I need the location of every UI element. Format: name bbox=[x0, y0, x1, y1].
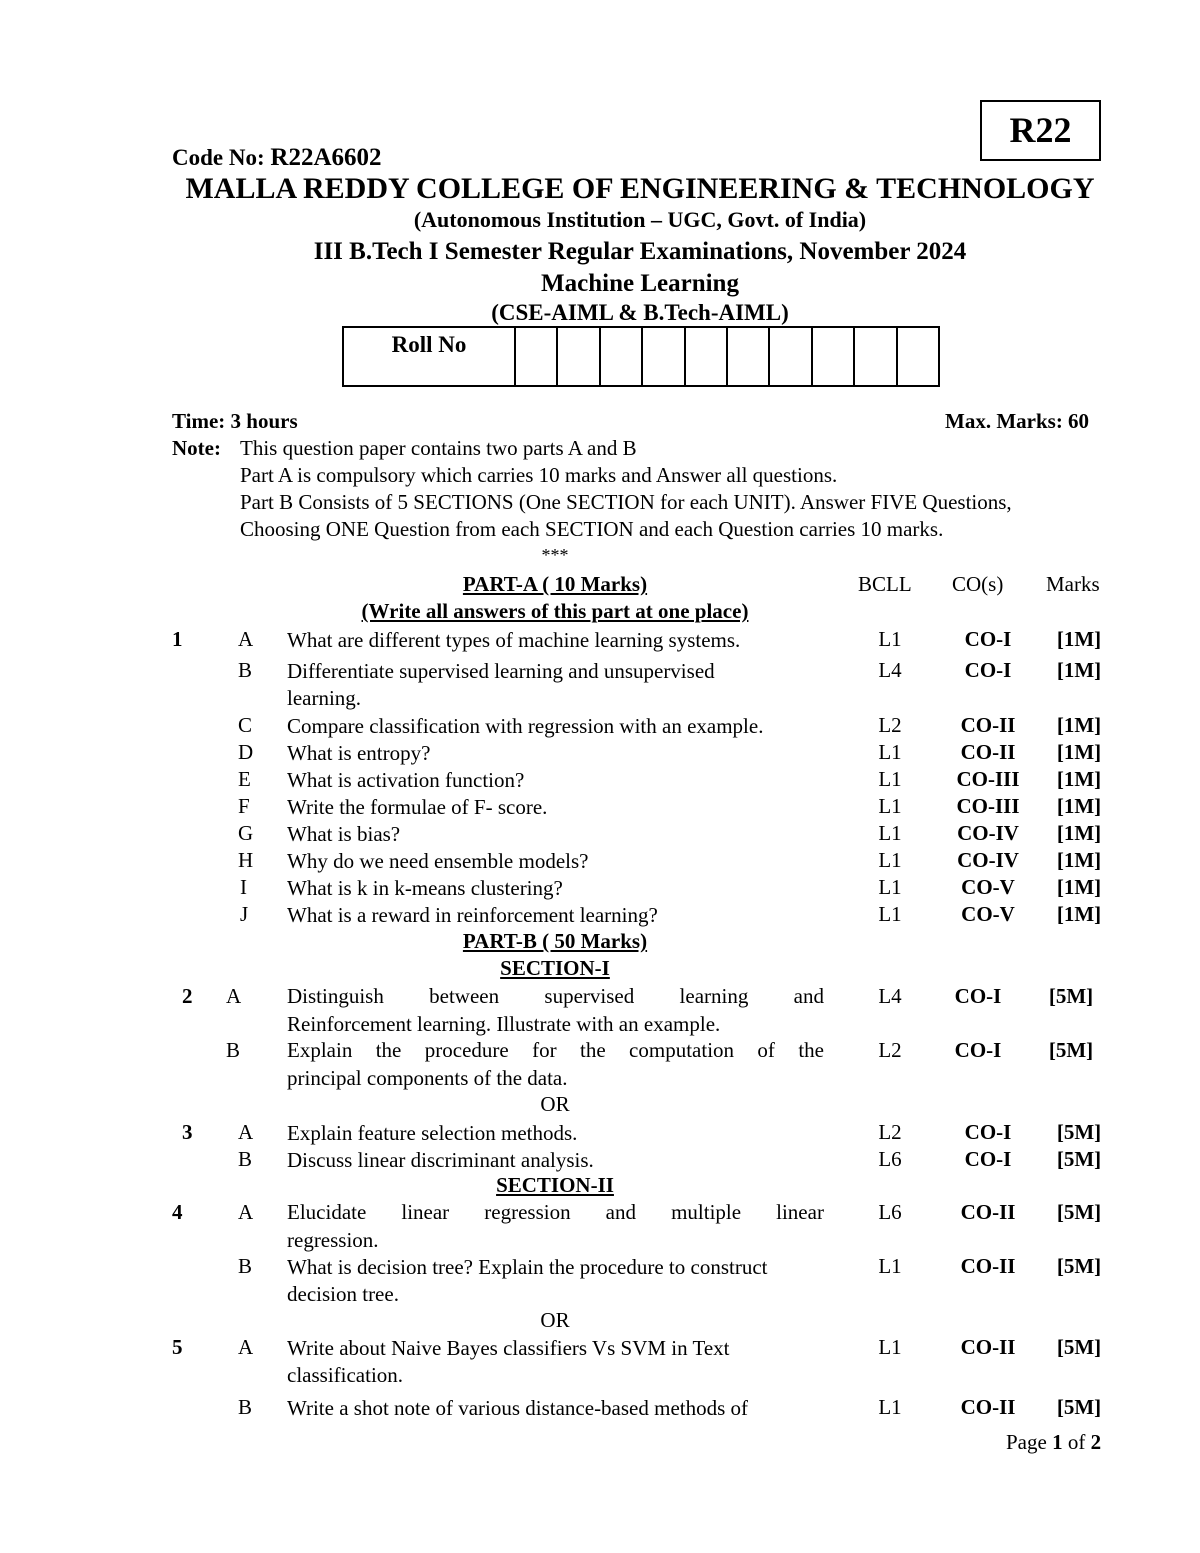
question-letter: I bbox=[240, 875, 247, 899]
page-total: 2 bbox=[1090, 1430, 1102, 1454]
question-text-cont: Reinforcement learning. Illustrate with an example. bbox=[287, 1012, 721, 1036]
question-text: Explain feature selection methods. bbox=[287, 1121, 578, 1145]
question-text: What is activation function? bbox=[287, 768, 525, 792]
marks: [5M] bbox=[1056, 1254, 1102, 1278]
roll-cell[interactable] bbox=[686, 328, 728, 385]
marks: [5M] bbox=[1048, 1038, 1094, 1062]
note-line: Part B Consists of 5 SECTIONS (One SECTION for each UNIT). Answer FIVE Questions, bbox=[240, 490, 1012, 514]
course-outcome: CO-II bbox=[960, 1254, 1016, 1278]
question-letter: B bbox=[238, 1395, 253, 1419]
roll-cell[interactable] bbox=[728, 328, 770, 385]
roll-cell[interactable] bbox=[813, 328, 855, 385]
word: computation bbox=[629, 1038, 735, 1062]
word: procedure bbox=[424, 1038, 509, 1062]
roll-label: Roll No bbox=[344, 328, 516, 385]
marks: [5M] bbox=[1056, 1147, 1102, 1171]
question-text-cont: principal components of the data. bbox=[287, 1066, 568, 1090]
marks: [5M] bbox=[1056, 1395, 1102, 1419]
question-text-cont: learning. bbox=[287, 686, 362, 710]
bcll-level: L1 bbox=[878, 1395, 902, 1419]
course-outcome: CO-I bbox=[964, 1120, 1012, 1144]
course-outcome: CO-II bbox=[960, 740, 1016, 764]
word: Explain bbox=[287, 1038, 353, 1062]
regulation-box: R22 bbox=[980, 100, 1101, 161]
question-number: 3 bbox=[182, 1120, 193, 1144]
question-number: 2 bbox=[182, 984, 193, 1008]
marks: [5M] bbox=[1056, 1120, 1102, 1144]
bcll-level: L2 bbox=[878, 1120, 902, 1144]
question-text: Discuss linear discriminant analysis. bbox=[287, 1148, 594, 1172]
word: the bbox=[375, 1038, 402, 1062]
bcll-level: L1 bbox=[878, 627, 902, 651]
roll-cell[interactable] bbox=[516, 328, 558, 385]
word: linear bbox=[401, 1200, 450, 1224]
word: and bbox=[793, 984, 824, 1008]
bcll-level: L2 bbox=[878, 713, 902, 737]
bcll-level: L4 bbox=[878, 984, 902, 1008]
course-outcome: CO-II bbox=[960, 1335, 1016, 1359]
question-text: What are different types of machine learning systems. bbox=[287, 628, 741, 652]
roll-number-box[interactable] bbox=[342, 326, 940, 387]
question-number: 5 bbox=[172, 1335, 183, 1359]
marks: [1M] bbox=[1056, 767, 1102, 791]
course-outcome: CO-I bbox=[964, 627, 1012, 651]
question-letter: A bbox=[238, 1120, 254, 1144]
question-text: What is a reward in reinforcement learning? bbox=[287, 903, 658, 927]
course-outcome: CO-I bbox=[964, 658, 1012, 682]
bcll-level: L1 bbox=[878, 740, 902, 764]
roll-cell[interactable] bbox=[855, 328, 897, 385]
marks: [5M] bbox=[1056, 1335, 1102, 1359]
marks: [1M] bbox=[1056, 875, 1102, 899]
word: for bbox=[532, 1038, 557, 1062]
question-number: 4 bbox=[172, 1200, 183, 1224]
marks: [1M] bbox=[1056, 713, 1102, 737]
word: learning bbox=[679, 984, 749, 1008]
or-separator: OR bbox=[540, 1308, 570, 1332]
course-outcome: CO-IV bbox=[957, 848, 1019, 872]
col-marks: Marks bbox=[1046, 572, 1100, 596]
question-text-cont: classification. bbox=[287, 1363, 404, 1387]
exam-title: III B.Tech I Semester Regular Examinations, November 2024 bbox=[313, 238, 967, 265]
roll-cell[interactable] bbox=[898, 328, 938, 385]
word: linear bbox=[776, 1200, 824, 1224]
autonomous-line: (Autonomous Institution – UGC, Govt. of India) bbox=[413, 207, 867, 232]
col-bcll: BCLL bbox=[858, 572, 912, 596]
word: Elucidate bbox=[287, 1200, 367, 1224]
bcll-level: L6 bbox=[878, 1147, 902, 1171]
question-letter: B bbox=[226, 1038, 241, 1062]
bcll-level: L1 bbox=[878, 821, 902, 845]
question-letter: A bbox=[238, 1200, 254, 1224]
bcll-level: L1 bbox=[878, 1335, 902, 1359]
separator-stars: *** bbox=[541, 545, 569, 565]
question-text: Differentiate supervised learning and unsupervised bbox=[287, 659, 715, 683]
note-label: Note: bbox=[172, 436, 221, 460]
note-line: Part A is compulsory which carries 10 marks and Answer all questions. bbox=[240, 463, 838, 487]
section-2-title: SECTION-II bbox=[496, 1173, 614, 1197]
roll-cell[interactable] bbox=[770, 328, 812, 385]
marks: [5M] bbox=[1056, 1200, 1102, 1224]
question-text: Compare classification with regression with an example. bbox=[287, 714, 764, 738]
question-text-cont: decision tree. bbox=[287, 1282, 399, 1306]
question-letter: A bbox=[238, 627, 254, 651]
part-a-title: PART-A ( 10 Marks) bbox=[462, 572, 648, 596]
question-text-cont: regression. bbox=[287, 1228, 379, 1252]
bcll-level: L1 bbox=[878, 848, 902, 872]
roll-cell[interactable] bbox=[558, 328, 600, 385]
part-a-subtitle: (Write all answers of this part at one place) bbox=[361, 599, 749, 623]
note-line: Choosing ONE Question from each SECTION and each Question carries 10 marks. bbox=[240, 517, 944, 541]
page-mid: of bbox=[1062, 1430, 1091, 1454]
course-outcome: CO-III bbox=[956, 767, 1020, 791]
question-letter: B bbox=[238, 1147, 253, 1171]
question-text bbox=[287, 1200, 824, 1225]
time-label: Time: 3 hours bbox=[172, 409, 298, 433]
course-outcome: CO-I bbox=[954, 984, 1002, 1008]
max-marks: Max. Marks: 60 bbox=[945, 409, 1090, 433]
question-text: Write a shot note of various distance-based methods of bbox=[287, 1396, 749, 1420]
course-outcome: CO-V bbox=[961, 902, 1015, 926]
question-letter: C bbox=[238, 713, 253, 737]
marks: [5M] bbox=[1048, 984, 1094, 1008]
code-value: R22A6602 bbox=[270, 144, 382, 171]
course-outcome: CO-I bbox=[954, 1038, 1002, 1062]
bcll-level: L1 bbox=[878, 767, 902, 791]
word: the bbox=[580, 1038, 606, 1062]
marks: [1M] bbox=[1056, 658, 1102, 682]
subject-title: Machine Learning bbox=[541, 270, 739, 297]
code-number bbox=[172, 144, 382, 172]
marks: [1M] bbox=[1056, 794, 1102, 818]
course-outcome: CO-V bbox=[961, 875, 1015, 899]
word: the bbox=[798, 1038, 824, 1062]
bcll-level: L1 bbox=[878, 902, 902, 926]
bcll-level: L1 bbox=[878, 875, 902, 899]
roll-cell[interactable] bbox=[643, 328, 685, 385]
bcll-level: L1 bbox=[878, 794, 902, 818]
marks: [1M] bbox=[1056, 848, 1102, 872]
page-number bbox=[1006, 1430, 1101, 1455]
question-letter: B bbox=[238, 658, 253, 682]
or-separator: OR bbox=[540, 1092, 570, 1116]
marks: [1M] bbox=[1056, 627, 1102, 651]
question-letter: A bbox=[226, 984, 242, 1008]
question-text: What is k in k-means clustering? bbox=[287, 876, 563, 900]
question-letter: E bbox=[238, 767, 251, 791]
word: and bbox=[605, 1200, 636, 1224]
question-letter: H bbox=[238, 848, 254, 872]
course-outcome: CO-I bbox=[964, 1147, 1012, 1171]
marks: [1M] bbox=[1056, 902, 1102, 926]
branch-title: (CSE-AIML & B.Tech-AIML) bbox=[491, 300, 789, 325]
question-letter: D bbox=[238, 740, 254, 764]
question-letter: A bbox=[238, 1335, 254, 1359]
bcll-level: L1 bbox=[878, 1254, 902, 1278]
question-text: Write about Naive Bayes classifiers Vs SVM in Text bbox=[287, 1336, 730, 1360]
word: between bbox=[429, 984, 500, 1008]
question-text: Why do we need ensemble models? bbox=[287, 849, 589, 873]
question-letter: J bbox=[240, 902, 249, 926]
page-current: 1 bbox=[1052, 1430, 1063, 1454]
roll-cell[interactable] bbox=[601, 328, 643, 385]
word: Distinguish bbox=[287, 984, 384, 1008]
question-text: What is entropy? bbox=[287, 741, 431, 765]
course-outcome: CO-II bbox=[960, 713, 1016, 737]
question-text: What is decision tree? Explain the procedure to construct bbox=[287, 1255, 768, 1279]
bcll-level: L4 bbox=[878, 658, 902, 682]
word: multiple bbox=[671, 1200, 742, 1224]
code-label: Code No: bbox=[172, 145, 265, 170]
course-outcome: CO-II bbox=[960, 1200, 1016, 1224]
question-text bbox=[287, 984, 824, 1009]
part-b-title: PART-B ( 50 Marks) bbox=[462, 929, 648, 953]
question-letter: B bbox=[238, 1254, 253, 1278]
course-outcome: CO-IV bbox=[957, 821, 1019, 845]
question-letter: G bbox=[238, 821, 254, 845]
word: regression bbox=[484, 1200, 571, 1224]
col-co: CO(s) bbox=[952, 572, 1004, 596]
word: of bbox=[757, 1038, 775, 1062]
question-text bbox=[287, 1038, 824, 1063]
marks: [1M] bbox=[1056, 740, 1102, 764]
section-1-title: SECTION-I bbox=[500, 956, 610, 980]
marks: [1M] bbox=[1056, 821, 1102, 845]
page-prefix: Page bbox=[1006, 1430, 1053, 1454]
bcll-level: L6 bbox=[878, 1200, 902, 1224]
word: supervised bbox=[544, 984, 635, 1008]
college-name: MALLA REDDY COLLEGE OF ENGINEERING & TECHNOLOGY bbox=[185, 172, 1095, 205]
question-number: 1 bbox=[172, 627, 183, 651]
question-text: Write the formulae of F- score. bbox=[287, 795, 548, 819]
bcll-level: L2 bbox=[878, 1038, 902, 1062]
course-outcome: CO-III bbox=[956, 794, 1020, 818]
course-outcome: CO-II bbox=[960, 1395, 1016, 1419]
question-text: What is bias? bbox=[287, 822, 401, 846]
note-line: This question paper contains two parts A and B bbox=[240, 436, 637, 460]
question-letter: F bbox=[238, 794, 250, 818]
